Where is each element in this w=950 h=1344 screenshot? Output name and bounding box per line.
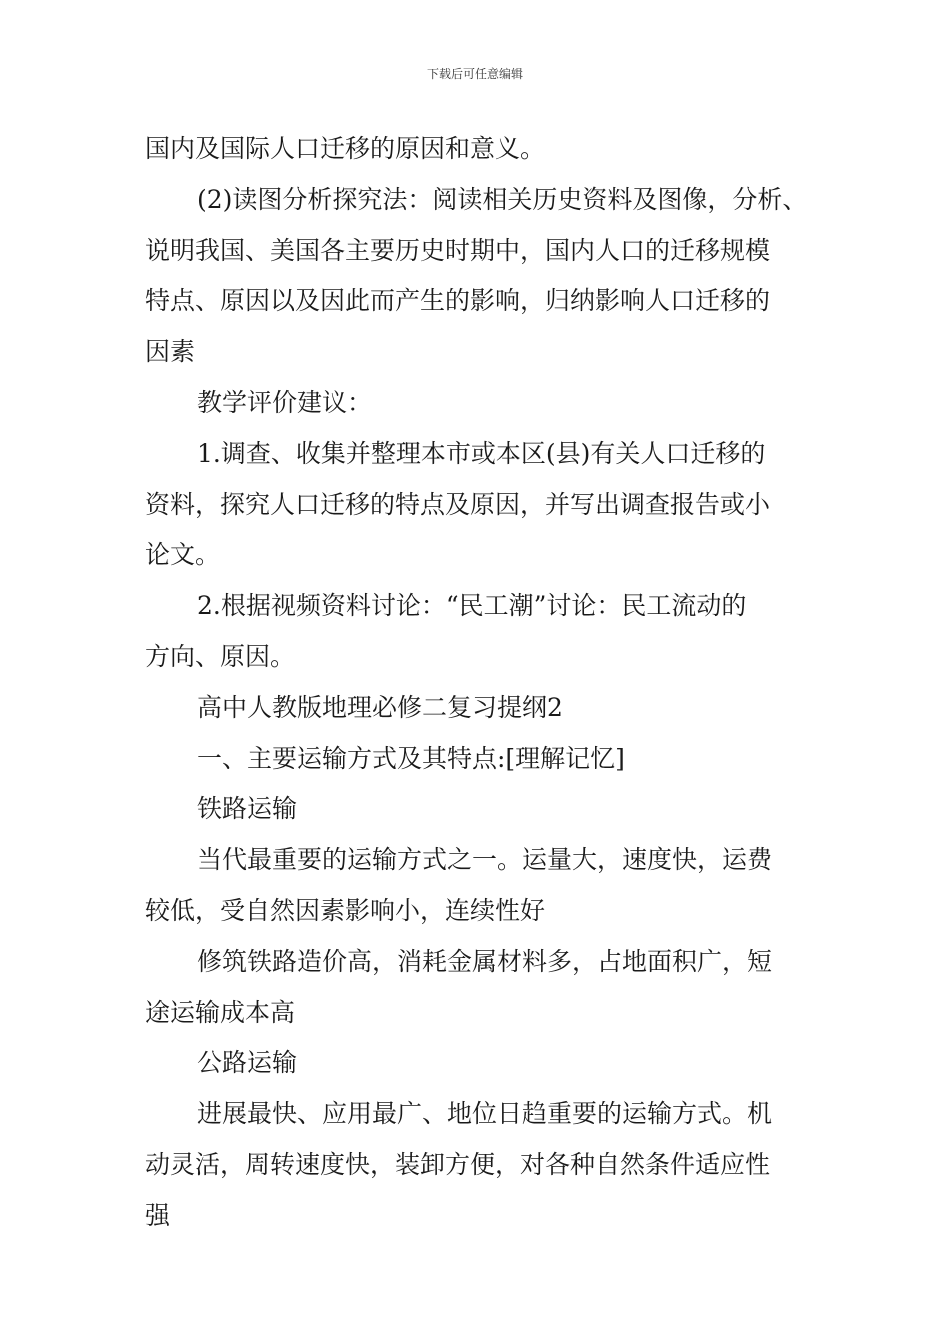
- section-heading: 教学评价建议：: [197, 387, 373, 417]
- text-line: 方向、原因。: [145, 641, 296, 671]
- text-line: 2.根据视频资料讨论：“民工潮”讨论：民工流动的: [197, 591, 747, 621]
- page-header-note: 下载后可任意编辑: [426, 67, 523, 81]
- text-line: 修筑铁路造价高，消耗金属材料多，占地面积广，短: [197, 946, 773, 976]
- text-line: (2)读图分析探究法：阅读相关历史资料及图像，分析、: [197, 184, 808, 214]
- text-line: 较低，受自然因素影响小，连续性好: [145, 895, 546, 925]
- text-line: 资料，探究人口迁移的特点及原因，并写出调查报告或小: [145, 489, 771, 519]
- subsection-heading: 铁路运输: [197, 794, 298, 824]
- subsection-heading: 公路运输: [197, 1048, 298, 1078]
- text-line: 1.调查、收集并整理本市或本区(县)有关人口迁移的: [197, 438, 766, 468]
- text-line: 说明我国、美国各主要历史时期中，国内人口的迁移规模: [145, 235, 771, 265]
- text-line: 进展最快、应用最广、地位日趋重要的运输方式。机: [197, 1099, 773, 1129]
- text-line: 特点、原因以及因此而产生的影响，归纳影响人口迁移的: [145, 286, 771, 316]
- section-heading: 一、主要运输方式及其特点:[理解记忆]: [197, 743, 625, 773]
- text-line: 途运输成本高: [145, 997, 296, 1027]
- text-line: 论文。: [145, 540, 221, 570]
- text-line: 强: [145, 1200, 171, 1230]
- document-body: [145, 124, 810, 1242]
- text-line: 因素: [145, 337, 196, 367]
- text-line: 当代最重要的运输方式之一。运量大，速度快，运费: [197, 845, 773, 875]
- text-line: 国内及国际人口迁移的原因和意义。: [145, 134, 546, 163]
- text-line: 动灵活，周转速度快，装卸方便，对各种自然条件适应性: [145, 1149, 771, 1179]
- document-title: 高中人教版地理必修二复习提纲2: [197, 692, 563, 722]
